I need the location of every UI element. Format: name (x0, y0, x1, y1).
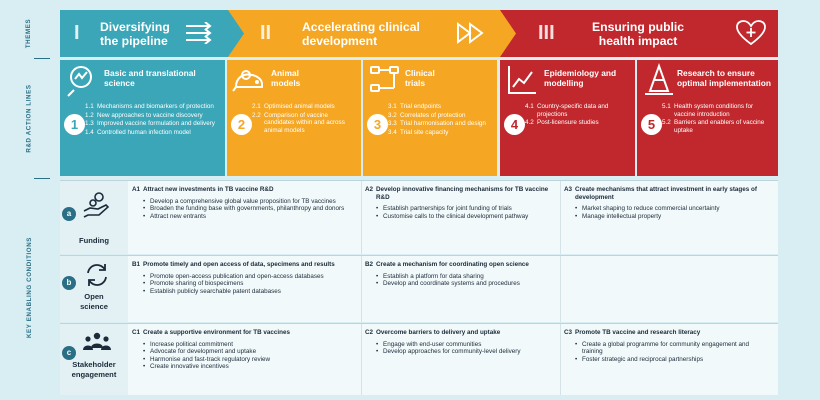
action-item: 1.2 New approaches to vaccine discovery (85, 111, 203, 119)
side-divider (34, 58, 50, 59)
fast-forward-icon (456, 22, 486, 44)
arrows-right-icon (184, 22, 214, 44)
condition-label-text: engagement (71, 370, 117, 379)
action-title: Epidemiology and (544, 68, 617, 78)
hand-coins-icon (82, 191, 110, 219)
action-item: 3.4 Trial site capacity (388, 128, 449, 136)
column-divider (560, 256, 561, 322)
action-number-badge: 4 (504, 114, 525, 135)
condition-cell-B1: B1 Promote timely and open access of data, specimens and results • Promote open-access publication and open-access databases • Promote sharing of biospecimens • Establish publicly searchable patent databases (132, 261, 358, 295)
condition-cell-A1: A1 Attract new investments in TB vaccine R&D • Develop a comprehensive global value proposition for TB vaccines • Broaden the funding base with governments, philanthropy and donors • Attract new entrants (132, 186, 358, 220)
column-divider (560, 181, 561, 254)
condition-cell-A2: A2 Develop innovative financing mechanisms for TB vaccine R&D • Establish partnerships for joint funding of trials • Customise calls to the clinical development pathway (365, 186, 561, 220)
action-line-3 (363, 60, 497, 176)
action-item: 2.2 Comparison of vaccine candidates within and across animal models (252, 111, 345, 134)
side-label-enabling: KEY ENABLING CONDITIONS (25, 236, 33, 339)
line-chart-icon (505, 63, 539, 97)
condition-bullet: • Create innovative incentives (143, 363, 358, 371)
refresh-icon (84, 262, 110, 288)
condition-bullet: • Engage with end-user communities (376, 341, 561, 349)
condition-bullet: • Establish partnerships for joint funding of trials (376, 205, 561, 213)
condition-bullet: • Increase political commitment (143, 341, 358, 349)
theme-numeral: III (538, 22, 555, 44)
theme-title: Ensuring public (592, 19, 685, 34)
condition-bullet: • Promote open-access publication and open-access databases (143, 273, 358, 281)
theme-numeral: I (74, 22, 80, 44)
condition-label (60, 181, 128, 254)
condition-bullet: • Develop a comprehensive global value proposition for TB vaccines (143, 198, 358, 206)
theme-title: health impact (598, 33, 678, 48)
action-line-1 (60, 60, 225, 176)
condition-bullet: • Develop and coordinate systems and procedures (376, 280, 561, 288)
condition-cell-C3: C3 Promote TB vaccine and research literacy • Create a global programme for community engagement and training • Foster strategic and reciprocal partnerships (564, 329, 770, 363)
action-title: science (104, 78, 135, 88)
condition-bullet: • Customise calls to the clinical development pathway (376, 213, 561, 221)
condition-bullet: • Advocate for development and uptake (143, 348, 358, 356)
column-divider (361, 181, 362, 254)
condition-label-text: science (80, 302, 108, 311)
action-number-badge: 2 (231, 114, 252, 135)
action-item: 1.3 Improved vaccine formulation and delivery (85, 120, 215, 128)
condition-bullet: • Harmonise and fast-track regulatory review (143, 356, 358, 364)
action-title: optimal implementation (677, 78, 771, 88)
column-divider (361, 324, 362, 395)
condition-bullet: • Promote sharing of biospecimens (143, 280, 358, 288)
action-item: 2.1 Optimised animal models (252, 103, 335, 110)
condition-label-text: Open (84, 292, 104, 301)
condition-bullet: • Foster strategic and reciprocal partnerships (575, 356, 770, 364)
action-line-4 (500, 60, 635, 176)
condition-cell-B2: B2 Create a mechanism for coordinating open science • Establish a platform for data sharing • Develop and coordinate systems and procedures (365, 261, 561, 288)
condition-bullet: • Market shaping to reduce commercial uncertainty (575, 205, 770, 213)
condition-bullet: • Create a global programme for community engagement and training (575, 341, 770, 356)
condition-bullet: • Manage intellectual property (575, 213, 770, 221)
action-item: 3.2 Correlates of protection (388, 111, 466, 119)
theme-title: the pipeline (100, 33, 168, 48)
column-divider (560, 324, 561, 395)
action-item: 1.1 Mechanisms and biomarkers of protection (85, 103, 214, 110)
condition-label-text: Stakeholder (72, 360, 116, 369)
theme-accelerating (228, 10, 518, 57)
theme-title: Accelerating clinical (302, 19, 420, 34)
action-number-badge: 5 (641, 114, 662, 135)
cone-icon (642, 63, 676, 97)
people-icon (82, 332, 112, 352)
action-line-2 (227, 60, 361, 176)
condition-row-open-science (60, 255, 778, 322)
condition-cell-C2: C2 Overcome barriers to delivery and uptake • Engage with end-user communities • Develop approaches for community-level delivery (365, 329, 561, 356)
condition-row-stakeholder (60, 323, 778, 395)
condition-bullet: • Establish publicly searchable patent databases (143, 288, 358, 296)
action-title: trials (405, 78, 426, 88)
action-title: Research to ensure (677, 68, 755, 78)
condition-row-funding (60, 180, 778, 254)
action-item: 3.1 Trial endpoints (388, 103, 442, 110)
action-title: modelling (544, 78, 584, 88)
condition-label (60, 324, 128, 395)
action-title: Clinical (405, 68, 435, 78)
action-number-badge: 3 (367, 114, 388, 135)
side-label-themes: THEMES (25, 18, 33, 49)
action-title: models (271, 78, 301, 88)
condition-bullet: • Develop approaches for community-level delivery (376, 348, 561, 356)
heart-plus-icon (736, 20, 766, 46)
action-number-badge: 1 (64, 114, 85, 135)
condition-cell-C1: C1 Create a supportive environment for TB vaccines • Increase political commitment • Advocate for development and uptake • Harmonise and fast-track regulatory review • Create innovative incentives (132, 329, 358, 371)
flow-icon (368, 63, 402, 97)
action-line-5 (637, 60, 778, 176)
action-item: 5.1 Health system conditions for vaccine introduction (662, 103, 754, 118)
theme-ensuring (500, 10, 778, 57)
condition-bullet: • Attract new entrants (143, 213, 358, 221)
theme-numeral: II (260, 22, 272, 44)
action-item: 3.3 Trial harmonisation and design (388, 120, 486, 128)
theme-title: development (302, 33, 378, 48)
condition-label-text: Funding (79, 236, 109, 245)
side-divider (34, 178, 50, 179)
condition-letter-badge: c (62, 346, 76, 360)
mouse-icon (232, 63, 266, 97)
theme-diversifying (60, 10, 246, 57)
condition-bullet: • Broaden the funding base with governments, philanthropy and donors (143, 205, 358, 213)
condition-cell-A3: A3 Create mechanisms that attract investment in early stages of development • Market shaping to reduce commercial uncertainty • Manage intellectual property (564, 186, 770, 220)
column-divider (361, 256, 362, 322)
action-item: 5.2 Barriers and enablers of vaccine uptake (662, 119, 765, 134)
condition-bullet: • Establish a platform for data sharing (376, 273, 561, 281)
action-title: Animal (271, 68, 299, 78)
theme-title: Diversifying (100, 19, 170, 34)
action-item: 4.2 Post-licensure studies (525, 119, 599, 127)
action-item: 1.4 Controlled human infection model (85, 128, 191, 136)
action-title: Basic and translational (104, 68, 196, 78)
magnifier-chart-icon (65, 63, 99, 97)
action-item: 4.1 Country-specific data and projections (525, 103, 609, 118)
condition-label (60, 256, 128, 322)
side-label-action-lines: R&D ACTION LINES (25, 83, 33, 153)
condition-letter-badge: b (62, 276, 76, 290)
condition-letter-badge: a (62, 207, 76, 221)
